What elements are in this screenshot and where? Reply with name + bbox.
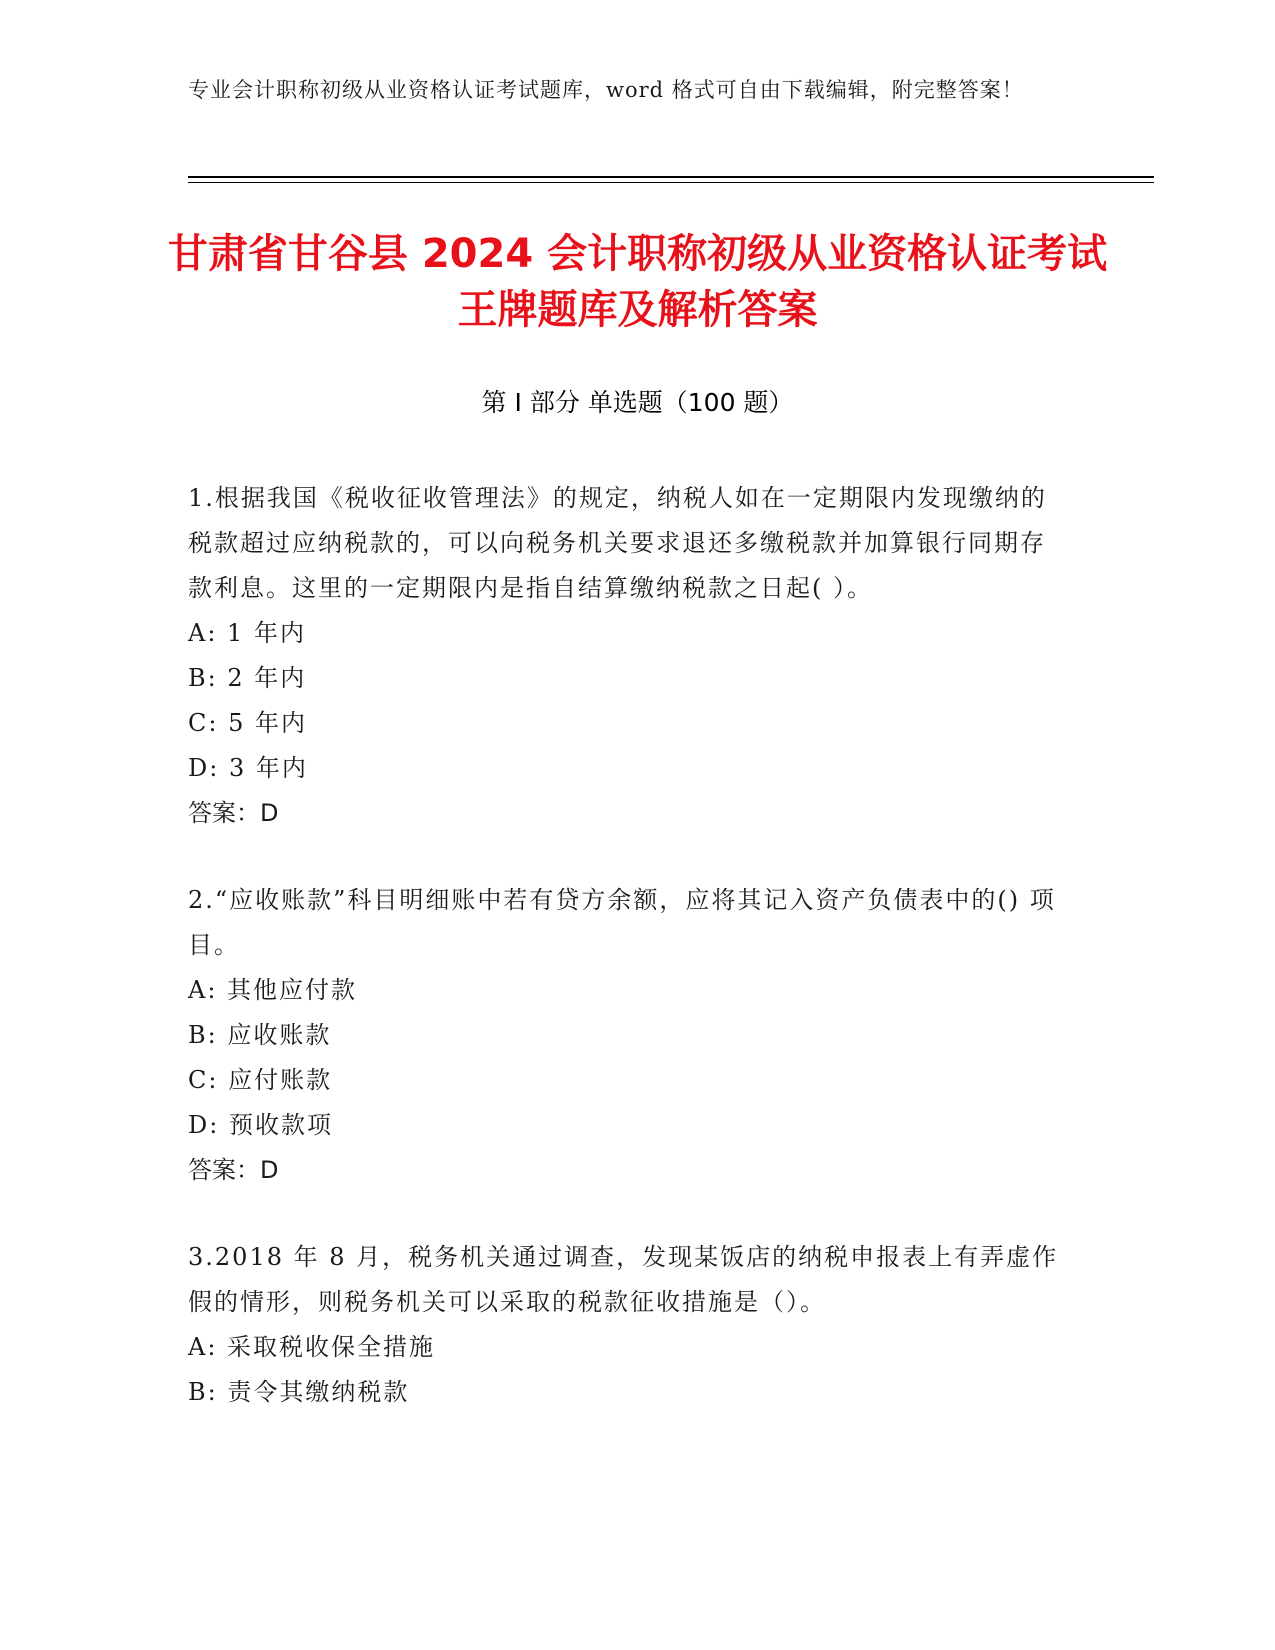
question-3 bbox=[188, 1235, 1068, 1415]
option-a: A: 1 年内 bbox=[188, 619, 306, 647]
option-c: C: 5 年内 bbox=[188, 709, 307, 737]
document-title: 甘肃省甘谷县 2024 会计职称初级从业资格认证考试王牌题库及解析答案 bbox=[167, 231, 1108, 333]
option-a: A: 采取税收保全措施 bbox=[188, 1333, 436, 1361]
option-a: A: 其他应付款 bbox=[188, 976, 358, 1004]
question-list bbox=[188, 476, 1068, 1457]
option-d: D: 预收款项 bbox=[188, 1111, 333, 1139]
answer: 答案：D bbox=[188, 1156, 279, 1184]
option-d: D: 3 年内 bbox=[188, 754, 308, 782]
option-c: C: 应付账款 bbox=[188, 1066, 333, 1094]
question-stem: 3.2018 年 8 月，税务机关通过调查，发现某饭店的纳税申报表上有弄虚作假的情形，则税务机关可以采取的税款征收措施是（）。 bbox=[188, 1243, 1059, 1316]
option-b: B: 2 年内 bbox=[188, 664, 307, 692]
option-b: B: 责令其缴纳税款 bbox=[188, 1378, 410, 1406]
option-b: B: 应收账款 bbox=[188, 1021, 332, 1049]
question-stem: 2.“应收账款”科目明细账中若有贷方余额，应将其记入资产负债表中的() 项目。 bbox=[188, 886, 1056, 959]
header-note: 专业会计职称初级从业资格认证考试题库，word 格式可自由下载编辑，附完整答案！ bbox=[188, 78, 1024, 102]
header-divider-thick bbox=[188, 176, 1154, 178]
question-1 bbox=[188, 476, 1068, 836]
answer: 答案：D bbox=[188, 799, 279, 827]
question-stem: 1.根据我国《税收征收管理法》的规定，纳税人如在一定期限内发现缴纳的税款超过应纳税款的，可以向税务机关要求退还多缴税款并加算银行同期存款利息。这里的一定期限内是指自结算缴纳税款之日起( ）。 bbox=[188, 484, 1047, 602]
header-divider-thin bbox=[188, 182, 1154, 183]
section-title: 第 I 部分 单选题（100 题） bbox=[481, 388, 794, 417]
question-2 bbox=[188, 878, 1068, 1193]
